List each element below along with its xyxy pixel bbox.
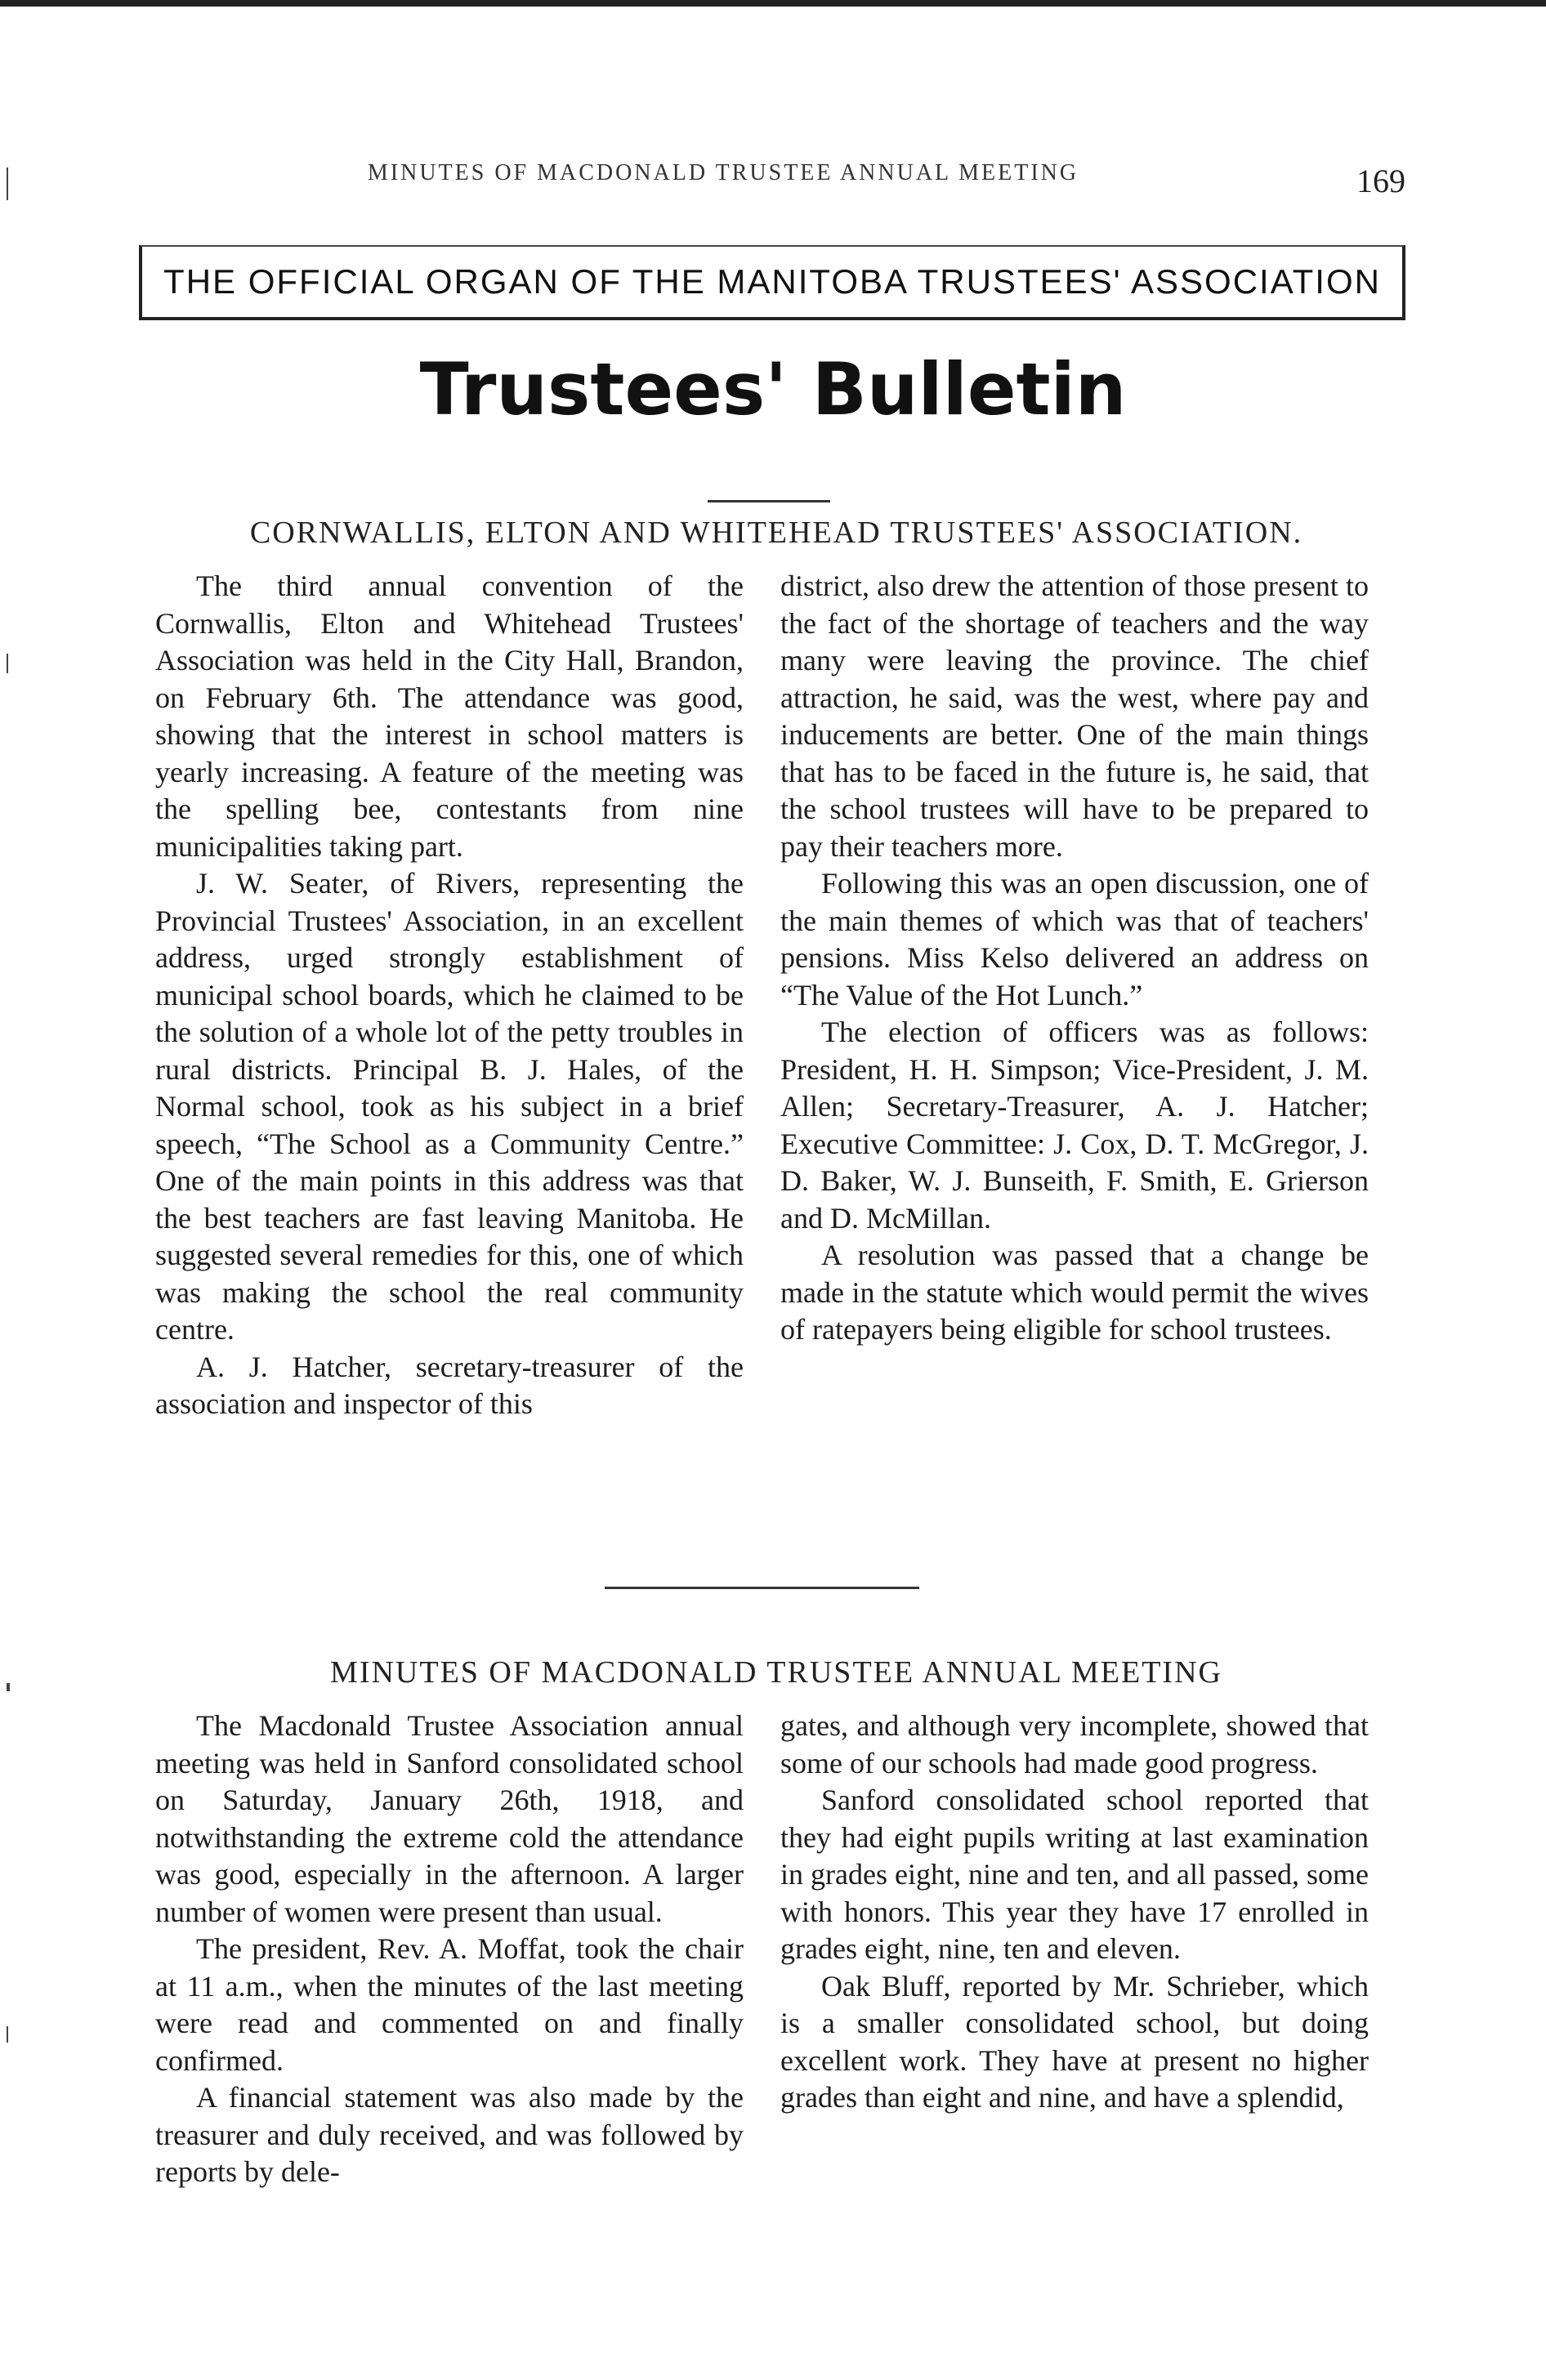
paragraph: The election of officers was as follows: President, H. H. Simpson; Vice-President, J. M. Allen; Secretary-Treasurer, A. J. Hatcher; Executive Committee: J. Cox, D. T. McGregor, J. D. Baker, W. J. Bunseith, F. Smith, E. Grierson and D. McMillan.: [780, 1016, 1369, 1235]
article-column-right: [780, 1708, 1369, 2117]
paragraph: The third annual convention of the Cornwallis, Elton and Whitehead Trustees' Association was held in the City Hall, Brandon, on February 6th. The attendance was good, showing that the interest in school matters is yearly increasing. A feature of the meeting was the spelling bee, contestants from nine municipalities taking part.: [155, 569, 744, 863]
margin-mark: [7, 1683, 10, 1691]
article-heading: CORNWALLIS, ELTON AND WHITEHEAD TRUSTEES' ASSOCIATION.: [249, 516, 1303, 550]
article-heading: MINUTES OF MACDONALD TRUSTEE ANNUAL MEETING: [330, 1655, 1222, 1690]
section-divider: [605, 1587, 919, 1589]
article-column-left: [155, 568, 744, 1423]
paragraph: A. J. Hatcher, secretary-treasurer of the association and inspector of this: [155, 1350, 744, 1420]
margin-mark: [7, 2026, 8, 2043]
bulletin-title: Trustees' Bulletin: [419, 347, 1127, 431]
official-organ-banner: [139, 245, 1405, 320]
paragraph: The Macdonald Trustee Association annual meeting was held in Sanford consolidated school on Saturday, January 26th, 1918, and notwithstanding the extreme cold the attendance was good, especially in the afternoon. A larger number of women were present than usual.: [155, 1709, 744, 1928]
paragraph: gates, and although very incomplete, showed that some of our schools had made good progress.: [780, 1709, 1369, 1779]
page-number: 169: [1356, 163, 1405, 199]
margin-mark: [7, 654, 8, 673]
top-border: [0, 0, 1546, 7]
article-column-right: [780, 568, 1369, 1349]
paragraph: A financial statement was also made by the treasurer and duly received, and was followed by reports by dele-: [155, 2081, 744, 2188]
paragraph: A resolution was passed that a change be made in the statute which would permit the wives of ratepayers being eligible for school trustees.: [780, 1239, 1369, 1346]
article-column-left: [155, 1708, 744, 2191]
official-organ-text: THE OFFICIAL ORGAN OF THE MANITOBA TRUSTEES' ASSOCIATION: [163, 262, 1381, 301]
paragraph: district, also drew the attention of those present to the fact of the shortage of teachers and the way many were leaving the province. The chief attraction, he said, was the west, where pay and inducements are better. One of the main things that has to be faced in the future is, he said, that the school trustees will have to be prepared to pay their teachers more.: [780, 569, 1369, 863]
running-head: MINUTES OF MACDONALD TRUSTEE ANNUAL MEETING: [367, 160, 1079, 185]
paragraph: Following this was an open discussion, one of the main themes of which was that of teachers' pensions. Miss Kelso delivered an address on “The Value of the Hot Lunch.”: [780, 867, 1369, 1011]
paragraph: Sanford consolidated school reported that they had eight pupils writing at last examination in grades eight, nine and ten, and all passed, some with honors. This year they have 17 enrolled in grades eight, nine, ten and eleven.: [780, 1784, 1369, 1965]
margin-mark: [7, 167, 8, 200]
paragraph: J. W. Seater, of Rivers, representing the Provincial Trustees' Association, in an excellent address, urged strongly establishment of municipal school boards, which he claimed to be the solution of a whole lot of the petty troubles in rural districts. Principal B. J. Hales, of the Normal school, took as his subject in a brief speech, “The School as a Community Centre.” One of the main points in this address was that the best teachers are fast leaving Manitoba. He suggested several remedies for this, one of which was making the school the real community centre.: [155, 867, 744, 1346]
paragraph: Oak Bluff, reported by Mr. Schrieber, which is a smaller consolidated school, but doing excellent work. They have at present no higher grades than eight and nine, and have a splendid,: [780, 1969, 1369, 2114]
paragraph: The president, Rev. A. Moffat, took the chair at 11 a.m., when the minutes of the last meeting were read and commented on and finally confirmed.: [155, 1932, 744, 2077]
title-rule: [708, 500, 830, 502]
